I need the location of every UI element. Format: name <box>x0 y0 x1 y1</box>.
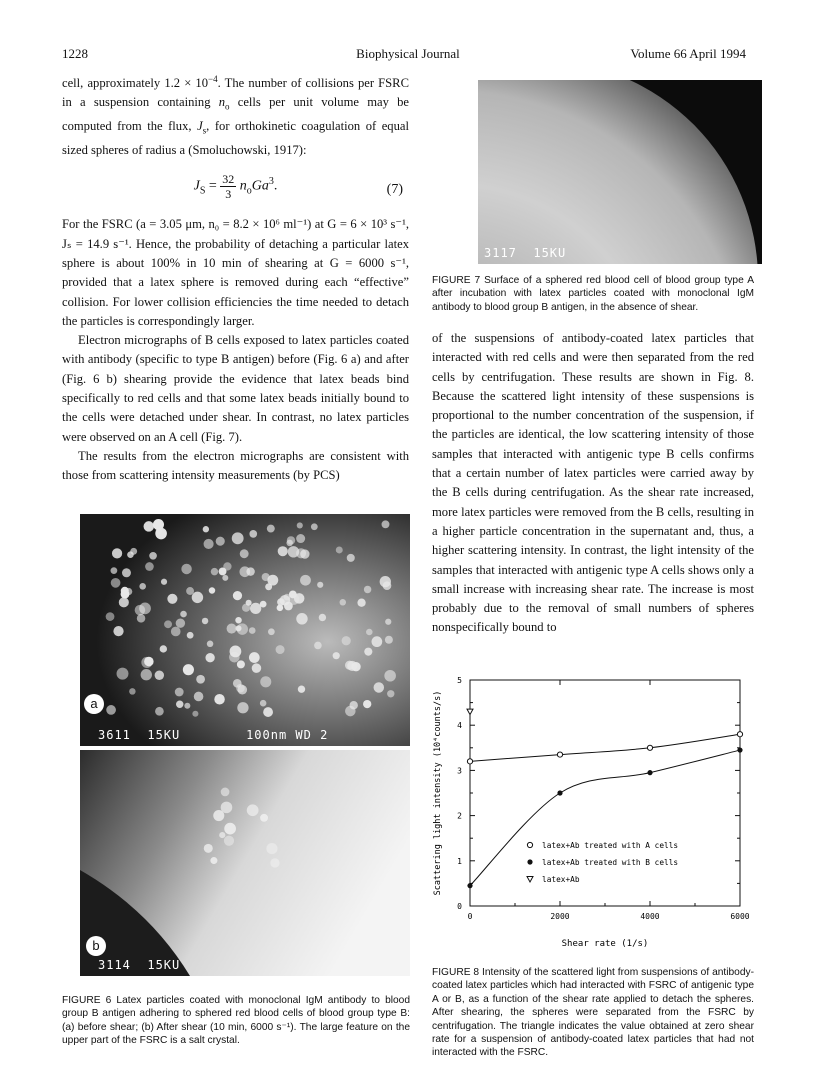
data-point <box>647 770 652 775</box>
latex-bead <box>229 652 240 663</box>
latex-bead <box>237 702 248 713</box>
latex-bead <box>288 594 299 605</box>
latex-bead <box>161 579 167 585</box>
paragraph-1: cell, approximately $1.2 \times 10^{-4}$. The number of collisions per FSRC in a suspension containing $n_o$ cells per unit volume may be computed from the flux, $J_s$, for orthokinetic coagulation of equal sized spheres of radius a (Smoluchowski, 1917): <box>62 74 409 158</box>
latex-bead <box>236 684 245 693</box>
data-point <box>467 759 472 764</box>
page-number: 1228 <box>62 46 88 61</box>
latex-bead <box>372 636 383 647</box>
latex-bead <box>296 534 305 543</box>
micrograph-7-texture <box>478 80 762 264</box>
latex-bead <box>164 620 172 628</box>
volume-date: Volume 66 April 1994 <box>630 46 746 61</box>
plot-frame <box>470 680 740 906</box>
figure-7-caption: FIGURE 7 Surface of a sphered red blood cell of blood group type A after incubation with latex particles coated with monoclonal IgM antibody to blood group B antigen, in the absence of shear. <box>432 275 754 313</box>
latex-bead <box>357 599 365 607</box>
latex-bead <box>314 642 322 650</box>
latex-bead <box>209 587 215 593</box>
latex-bead <box>224 823 236 835</box>
latex-bead <box>221 788 230 797</box>
latex-bead <box>235 625 241 631</box>
latex-bead <box>366 629 373 636</box>
y-axis-label: Scattering light intensity (10⁴counts/s) <box>433 690 443 896</box>
legend-marker <box>527 842 532 847</box>
latex-bead <box>235 617 241 623</box>
latex-bead <box>137 614 146 623</box>
latex-bead <box>187 632 194 639</box>
y-tick-label: 3 <box>457 766 462 776</box>
latex-bead <box>219 832 225 838</box>
latex-bead <box>249 627 256 634</box>
micrograph-stamp: 3114 15KU <box>98 958 181 972</box>
latex-bead <box>288 546 299 557</box>
latex-bead <box>380 576 391 587</box>
latex-bead <box>278 546 288 556</box>
latex-bead <box>181 564 191 574</box>
latex-bead <box>214 694 225 705</box>
latex-bead <box>233 591 242 600</box>
latex-bead <box>192 592 203 603</box>
latex-bead <box>260 700 267 707</box>
latex-bead <box>260 814 268 822</box>
latex-bead <box>242 604 250 612</box>
micrograph-stamp: 3117 15KU <box>484 246 567 260</box>
left-column <box>62 70 409 486</box>
latex-bead <box>266 843 277 854</box>
latex-bead <box>167 594 177 604</box>
legend-marker <box>527 859 532 864</box>
latex-bead <box>144 521 154 531</box>
equation-number: (7) <box>386 182 403 198</box>
latex-bead <box>176 618 185 627</box>
latex-bead <box>340 599 347 606</box>
paragraph-4: The results from the electron micrographs are consistent with those from scattering intensity measurements (by PCS) <box>62 448 409 483</box>
latex-bead <box>297 522 303 528</box>
y-tick-label: 4 <box>457 721 462 731</box>
journal-title: Biophysical Journal <box>356 46 460 61</box>
x-axis-label: Shear rate (1/s) <box>561 939 649 949</box>
data-point <box>737 747 742 752</box>
data-point <box>647 745 652 750</box>
latex-bead <box>216 537 225 546</box>
micrograph-6a-texture <box>80 514 410 746</box>
latex-bead <box>276 645 285 654</box>
micrograph-stamp: 3611 15KU 100nm WD 2 <box>98 728 329 742</box>
panel-label-b: b <box>86 936 106 956</box>
latex-bead <box>247 804 259 816</box>
latex-bead <box>213 810 224 821</box>
data-point <box>467 883 472 888</box>
latex-bead <box>224 836 234 846</box>
latex-bead <box>149 552 157 560</box>
figure-8-chart <box>426 668 756 964</box>
latex-bead <box>260 676 271 687</box>
latex-bead <box>203 526 209 532</box>
latex-bead <box>196 675 205 684</box>
equation-7: $J_S$ = $\frac{32}{3}$ $n_oGa^3$. (7) <box>193 172 403 202</box>
legend-marker <box>527 877 533 883</box>
latex-bead <box>111 578 121 588</box>
data-point <box>557 790 562 795</box>
latex-bead <box>183 664 194 675</box>
latex-bead <box>135 605 146 616</box>
latex-bead <box>374 682 384 692</box>
latex-bead <box>207 641 214 648</box>
latex-bead <box>192 711 198 717</box>
latex-bead <box>385 619 391 625</box>
latex-bead <box>267 525 275 533</box>
y-tick-label: 2 <box>457 811 462 821</box>
latex-bead <box>349 701 357 709</box>
latex-bead <box>311 523 318 530</box>
paragraph-3: Electron micrographs of B cells exposed to latex particles coated with antibody (specific to type B antigen) before (Fig. 6 a) and after (Fig. 6 b) shearing provide the evidence that latex beads bind specifically to red cells and that some latex beads initially bound to the cells were detached under shear. In contrast, no latex particles were observed on an A cell (Fig. 7). <box>62 333 409 444</box>
latex-bead <box>336 546 343 553</box>
x-tick-label: 2000 <box>550 912 570 921</box>
latex-bead <box>270 858 279 867</box>
latex-bead <box>194 692 204 702</box>
latex-bead <box>300 575 311 586</box>
figure-6b-micrograph <box>80 750 410 976</box>
latex-bead <box>249 652 260 663</box>
latex-bead <box>296 613 307 624</box>
y-tick-label: 5 <box>457 676 462 685</box>
latex-bead <box>117 668 129 680</box>
latex-bead <box>333 652 340 659</box>
latex-bead <box>205 653 214 662</box>
latex-bead <box>145 562 154 571</box>
data-point <box>557 752 562 757</box>
data-point <box>467 709 473 715</box>
latex-bead <box>267 575 278 586</box>
paragraph-2: For the FSRC (a = 3.05 μm, n₀ = 8.2 × 10⁶ ml⁻¹) at G = 6 × 10³ s⁻¹, Jₛ = 14.9 s⁻¹. Hence, the probability of detaching a particular latex sphere is about 100% in 10 min of shearing at G = 6000 s⁻¹, provided that a latex sphere is removed during each “effective” collision. For lower collision efficiencies the time needed to detach the particles is correspondingly larger. <box>62 217 409 328</box>
latex-bead <box>317 582 323 588</box>
right-column <box>432 329 754 638</box>
latex-bead <box>387 690 394 697</box>
legend-label: latex+Ab treated with A cells <box>542 841 679 850</box>
latex-bead <box>227 624 237 634</box>
latex-bead <box>153 519 164 530</box>
latex-bead <box>160 645 167 652</box>
latex-bead <box>210 857 217 864</box>
latex-bead <box>186 587 194 595</box>
latex-bead <box>364 648 372 656</box>
latex-bead <box>106 612 115 621</box>
latex-bead <box>121 587 129 595</box>
figure-8-caption: FIGURE 8 Intensity of the scattered light from suspensions of antibody-coated latex particles which had interacted with FSRC of antigenic type A or B, as a function of the shear rate applied to detach the spheres. After shearing, the spheres were separated from the FSRC by centrifugation. The triangle indicates the value obtained at zero shear rate for a suspension of antibody-coated latex particles that had not interacted with the FSRC. <box>432 967 754 1059</box>
latex-bead <box>176 701 183 708</box>
latex-bead <box>237 660 245 668</box>
micrograph-6b-texture <box>80 750 410 976</box>
latex-bead <box>319 614 326 621</box>
latex-bead <box>171 627 181 637</box>
latex-bead <box>347 554 355 562</box>
figure-7-micrograph <box>478 80 762 264</box>
y-tick-label: 0 <box>457 902 462 911</box>
latex-bead <box>252 663 261 672</box>
legend-label: latex+Ab treated with B cells <box>542 858 679 867</box>
figure-6a-micrograph <box>80 514 410 746</box>
panel-label-a: a <box>84 694 104 714</box>
x-tick-label: 0 <box>467 912 473 921</box>
legend-label: latex+Ab <box>542 875 580 884</box>
y-tick-label: 1 <box>457 856 462 866</box>
x-tick-label: 4000 <box>640 912 660 921</box>
latex-bead <box>232 532 244 544</box>
latex-bead <box>155 671 164 680</box>
latex-bead <box>239 566 250 577</box>
latex-bead <box>175 688 184 697</box>
latex-bead <box>298 686 305 693</box>
latex-bead <box>384 670 396 682</box>
paragraph-right: of the suspensions of antibody-coated latex particles that interacted with red cells and were then separated from the red cells by centrifugation. These results are shown in Fig. 8. Because the scattered light intensity of these suspensions is proportional to the number concentration of the suspension, if the particles are identical, the low scattering intensity of those samples that interacted with antigenic type B cells confirms that a certain number of latex particles were carried away by the B cells during centrifugation. As the shear rate increased, more latex particles were removed from the B cells, resulting in a higher particle concentration in the supernatant and, thus, a higher scattering intensity. In contrast, the light intensity of the samples that interacted with antigenic type A cells shows only a small increase with increasing shear rate. The increase is most probably due to the removal of small numbers of spheres nonspecifically bound to <box>432 331 754 635</box>
x-tick-label: 6000 <box>730 912 750 921</box>
latex-bead <box>184 703 190 709</box>
latex-bead <box>286 540 293 547</box>
latex-bead <box>249 530 257 538</box>
series-line <box>470 734 740 761</box>
figure-6-caption: FIGURE 6 Latex particles coated with monoclonal IgM antibody to blood group B antigen adhering to sphered red blood cells of blood group type B: (a) before shear; (b) After shear (10 min, 6000 s⁻¹). The large feature on the upper part of the FSRC is a salt crystal. <box>62 995 410 1047</box>
latex-bead <box>204 844 213 853</box>
latex-bead <box>277 605 284 612</box>
latex-bead <box>141 669 152 680</box>
latex-bead <box>263 707 273 717</box>
latex-bead <box>180 611 187 618</box>
latex-bead <box>112 548 122 558</box>
data-point <box>737 732 742 737</box>
latex-bead <box>268 628 275 635</box>
latex-bead <box>382 520 390 528</box>
latex-bead <box>385 636 393 644</box>
latex-bead <box>342 636 351 645</box>
latex-bead <box>111 567 118 574</box>
latex-bead <box>129 688 135 694</box>
latex-bead <box>222 575 228 581</box>
latex-bead <box>240 549 249 558</box>
latex-bead <box>204 539 214 549</box>
latex-bead <box>122 568 131 577</box>
latex-bead <box>363 700 371 708</box>
latex-bead <box>139 583 146 590</box>
latex-bead <box>219 568 227 576</box>
latex-bead <box>113 626 123 636</box>
latex-bead <box>144 657 154 667</box>
latex-bead <box>211 568 218 575</box>
latex-bead <box>250 603 261 614</box>
latex-bead <box>347 661 357 671</box>
latex-bead <box>155 707 164 716</box>
latex-bead <box>202 618 208 624</box>
latex-bead <box>127 551 134 558</box>
latex-bead <box>364 586 371 593</box>
latex-bead <box>119 597 129 607</box>
latex-bead <box>106 705 116 715</box>
